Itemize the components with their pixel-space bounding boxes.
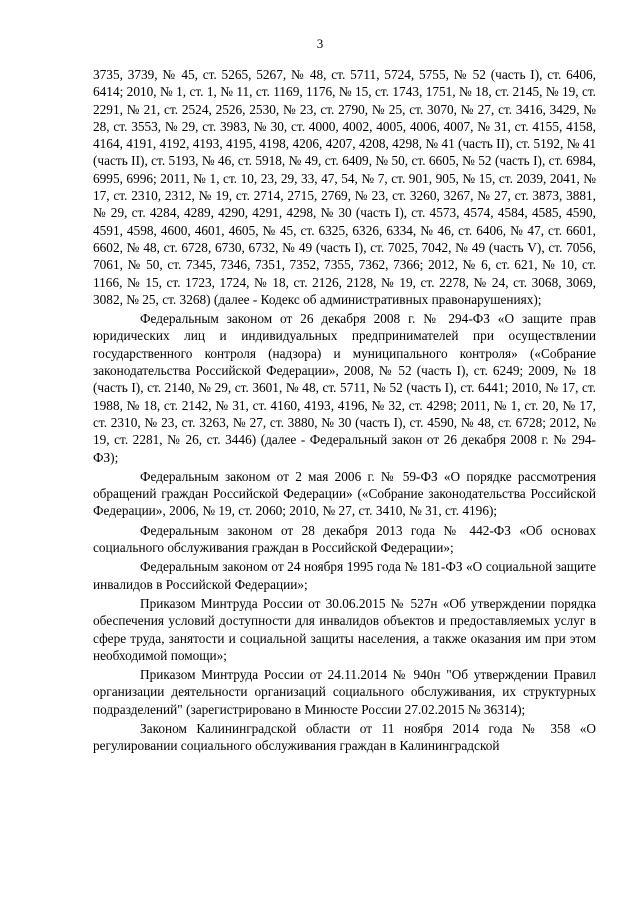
paragraph-law-59-fz: Федеральным законом от 2 мая 2006 г. № 59-ФЗ «О порядке рассмотрения обращений граждан Российской Федерации» («Собрание законодательства Российской Федерации», 2006, № 19, ст. 2060; 2010, № 27, ст. 3410, № 31, ст. 4196); [93,468,596,519]
page-number: 3 [316,36,324,51]
document-body [93,66,596,757]
paragraph-regional-law-358: Законом Калининградской области от 11 ноября 2014 года № 358 «О регулировании социального обслуживания граждан в Калининградской [93,720,596,754]
paragraph-law-442-fz: Федеральным законом от 28 декабря 2013 года № 442-ФЗ «Об основах социального обслуживания граждан в Российской Федерации»; [93,522,596,556]
paragraph-law-294-fz: Федеральным законом от 26 декабря 2008 г. № 294-ФЗ «О защите прав юридических лиц и индивидуальных предпринимателей при осуществлении государственного контроля (надзора) и муниципального контроля» («Собрание законодательства Российской Федерации», 2008, № 52 (часть I), ст. 6249; 2009, № 18 (часть I), ст. 2140, № 29, ст. 3601, № 48, ст. 5711, № 52 (часть I), ст. 6441; 2010, № 17, ст. 1988, № 18, ст. 2142, № 31, ст. 4160, 4193, 4196, № 32, ст. 4298; 2011, № 1, ст. 20, № 17, ст. 2310, № 23, ст. 3263, № 27, ст. 3880, № 30 (часть I), ст. 4590, № 48, ст. 6728; 2012, № 19, ст. 2281, № 26, ст. 3446) (далее - Федеральный закон от 26 декабря 2008 г. № 294-ФЗ); [93,311,596,465]
paragraph-order-527n: Приказом Минтруда России от 30.06.2015 № 527н «Об утверждении порядка обеспечения условий доступности для инвалидов объектов и предоставляемых услуг в сфере труда, занятости и социальной защиты населения, а также оказания им при этом необходимой помощи»; [93,595,596,663]
paragraph-law-181-fz: Федеральным законом от 24 ноября 1995 года № 181-ФЗ «О социальной защите инвалидов в Российской Федерации»; [93,559,596,592]
paragraph-code-citations: 3735, 3739, № 45, ст. 5265, 5267, № 48, ст. 5711, 5724, 5755, № 52 (часть I), ст. 6406, 6414; 2010, № 1, ст. 1, № 11, ст. 1169, 1176, № 15, ст. 1743, 1751, № 18, ст. 2145, № 19, ст. 2291, № 21, ст. 2524, 2526, 2530, № 23, ст. 2790, № 25, ст. 3070, № 27, ст. 3416, 3429, № 28, ст. 3553, № 29, ст. 3983, № 30, ст. 4000, 4002, 4005, 4006, 4007, № 31, ст. 4155, 4158, 4164, 4191, 4192, 4193, 4195, 4198, 4206, 4207, 4208, 4298, № 41 (часть II), ст. 5192, № 41 (часть II), ст. 5193, № 46, ст. 5918, № 49, ст. 6409, № 50, ст. 6605, № 52 (часть I), ст. 6984, 6995, 6996; 2011, № 1, ст. 10, 23, 29, 33, 47, 54, № 7, ст. 901, 905, № 15, ст. 2039, 2041, № 17, ст. 2310, 2312, № 19, ст. 2714, 2715, 2769, № 23, ст. 3260, 3267, № 27, ст. 3873, 3881, № 29, ст. 4284, 4289, 4290, 4291, 4298, № 30 (часть I), ст. 4573, 4574, 4584, 4585, 4590, 4591, 4598, 4600, 4601, 4605, № 45, ст. 6325, 6326, 6334, № 46, ст. 6406, № 47, ст. 6601, 6602, № 48, ст. 6728, 6730, 6732, № 49 (часть I), ст. 7025, 7042, № 49 (часть V), ст. 7056, 7061, № 50, ст. 7345, 7346, 7351, 7352, 7355, 7362, 7366; 2012, № 6, ст. 621, № 10, ст. 1166, № 15, ст. 1723, 1724, № 18, ст. 2126, 2128, № 19, ст. 2278, № 24, ст. 3068, 3069, 3082, № 25, ст. 3268) (далее - Кодекс об административных правонарушениях); [93,67,597,307]
paragraph-order-940n: Приказом Минтруда России от 24.11.2014 № 940н "Об утверждении Правил организации деятельности организаций социального обслуживания, их структурных подразделений" (зарегистрировано в Минюсте России 27.02.2015 № 36314); [93,667,596,717]
